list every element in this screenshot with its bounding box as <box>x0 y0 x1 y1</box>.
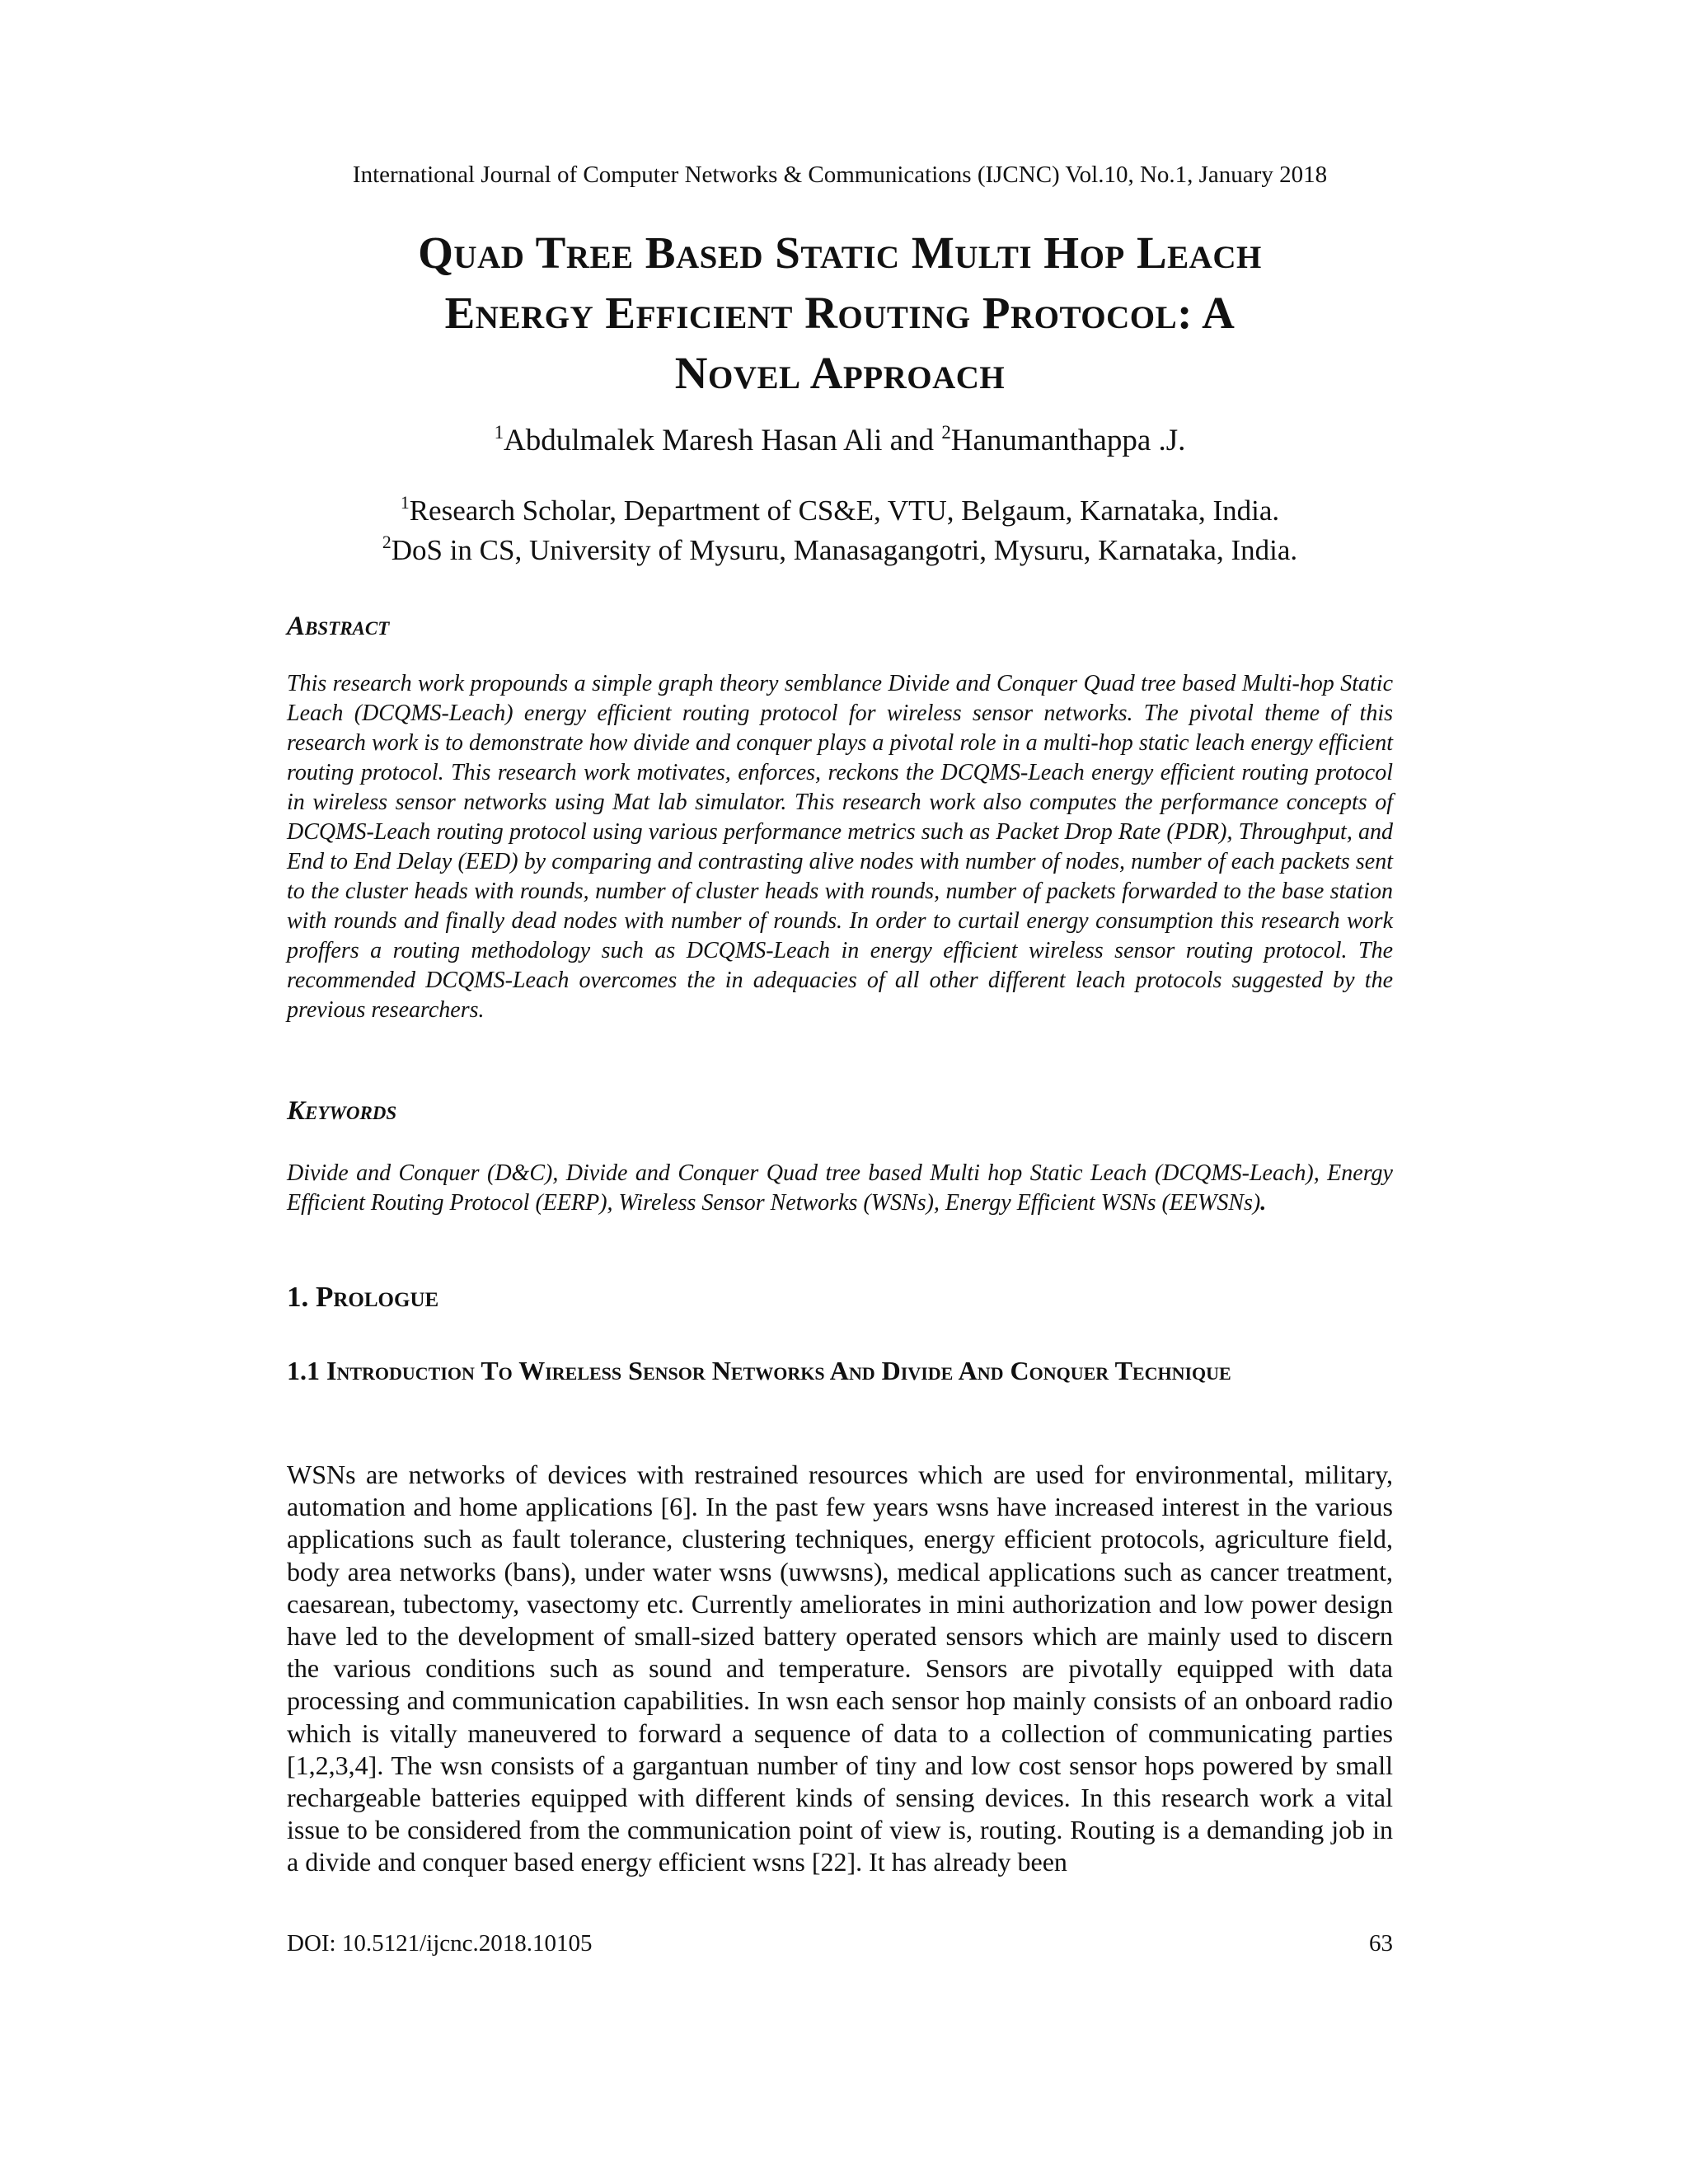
title-line-2: Energy Efficient Routing Protocol: A <box>444 288 1236 338</box>
paper-title <box>287 223 1393 403</box>
affiliation-2-superscript: 2 <box>382 532 392 553</box>
author2-name: Hanumanthappa .J. <box>950 424 1186 457</box>
subsection-heading: 1.1 Introduction To Wireless Sensor Networks And Divide And Conquer Technique <box>287 1356 1231 1385</box>
affiliation-1-superscript: 1 <box>400 493 410 513</box>
section-heading: 1. Prologue <box>287 1281 439 1313</box>
affiliation-1-text: Research Scholar, Department of CS&E, VTU, Belgaum, Karnataka, India. <box>409 494 1280 527</box>
keywords-end-punctuation: . <box>1260 1190 1267 1216</box>
running-header: International Journal of Computer Networks & Communications (IJCNC) Vol.10, No.1, January 2018 <box>352 162 1328 188</box>
author-conjunction: and <box>882 424 942 457</box>
page-footer <box>287 1930 1393 1957</box>
keywords-text <box>287 1159 1393 1218</box>
author1-name: Abdulmalek Maresh Hasan Ali <box>504 424 883 457</box>
keywords-list: Divide and Conquer (D&C), Divide and Conquer Quad tree based Multi hop Static Leach (DCQMS-Leach), Energy Efficient Routing Protocol (EERP), Wireless Sensor Networks (WSNs), Energy Efficient WSNs (EEWSNs) <box>287 1160 1393 1216</box>
title-line-1: Quad Tree Based Static Multi Hop Leach <box>418 227 1262 278</box>
page-number: 63 <box>1369 1930 1393 1957</box>
title-line-3: Novel Approach <box>674 348 1006 398</box>
keywords-heading: Keywords <box>287 1096 397 1126</box>
author2-superscript: 2 <box>941 421 951 443</box>
affiliation-2 <box>287 531 1393 570</box>
abstract-heading: Abstract <box>287 612 390 641</box>
author1-superscript: 1 <box>494 421 504 443</box>
affiliation-2-text: DoS in CS, University of Mysuru, Manasagangotri, Mysuru, Karnataka, India. <box>391 534 1298 566</box>
affiliations <box>287 491 1393 570</box>
affiliation-1 <box>287 491 1393 531</box>
body-paragraph: WSNs are networks of devices with restrained resources which are used for environmental, military, automation and home applications [6]. In the past few years wsns have increased interest in the various applications such as fault tolerance, clustering techniques, energy efficient protocols, agriculture field, body area networks (bans), under water wsns (uwwsns), medical applications such as cancer treatment, caesarean, tubectomy, vasectomy etc. Currently ameliorates in mini authorization and low power design have led to the development of small-sized battery operated sensors which are mainly used to discern the various conditions such as sound and temperature. Sensors are pivotally equipped with data processing and communication capabilities. In wsn each sensor hop mainly consists of an onboard radio which is vitally maneuvered to forward a sequence of data to a collection of communicating parties [1,2,3,4]. The wsn consists of a gargantuan number of tiny and low cost sensor hops powered by small rechargeable batteries equipped with different kinds of sensing devices. In this research work a vital issue to be considered from the communication point of view is, routing. Routing is a demanding job in a divide and conquer based energy efficient wsns [22]. It has already been <box>287 1460 1393 1877</box>
abstract-text: This research work propounds a simple graph theory semblance Divide and Conquer Quad tree based Multi-hop Static Leach (DCQMS-Leach) energy efficient routing protocol for wireless sensor networks. The pivotal theme of this research work is to demonstrate how divide and conquer plays a pivotal role in a multi-hop static leach energy efficient routing protocol. This research work motivates, enforces, reckons the DCQMS-Leach energy efficient routing protocol in wireless sensor networks using Mat lab simulator. This research work also computes the performance concepts of DCQMS-Leach routing protocol using various performance metrics such as Packet Drop Rate (PDR), Throughput, and End to End Delay (EED) by comparing and contrasting alive nodes with number of nodes, number of each packets sent to the cluster heads with rounds, number of cluster heads with rounds, number of packets forwarded to the base station with rounds and finally dead nodes with number of rounds. In order to curtail energy consumption this research work proffers a routing methodology such as DCQMS-Leach in energy efficient wireless sensor routing protocol. The recommended DCQMS-Leach overcomes the in adequacies of all other different leach protocols suggested by the previous researchers. <box>287 671 1393 1023</box>
author-line <box>287 423 1393 458</box>
doi: DOI: 10.5121/ijcnc.2018.10105 <box>287 1930 593 1957</box>
